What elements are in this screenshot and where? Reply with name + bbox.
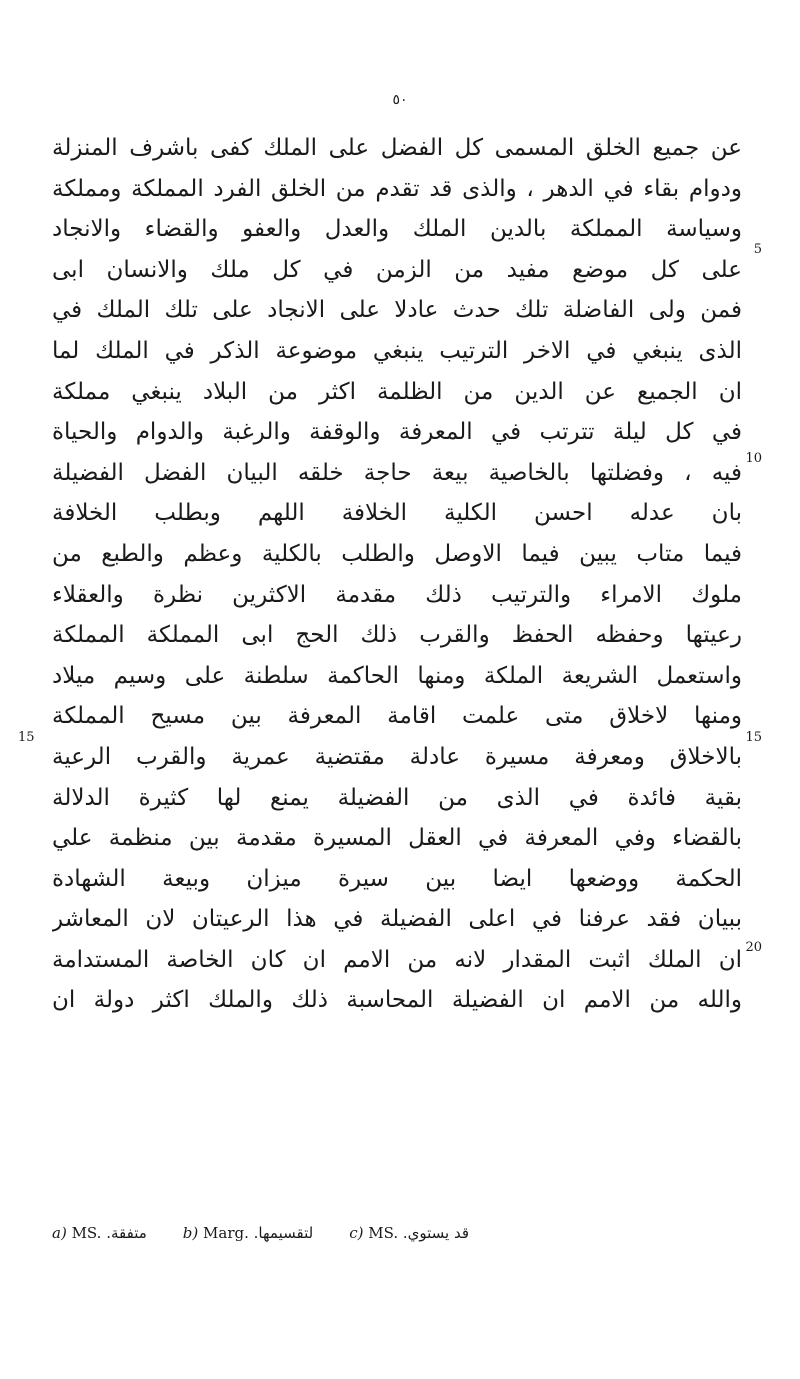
line-number-20: 20 — [745, 940, 762, 955]
page-number: ٥٠ — [392, 92, 408, 108]
text-line: وسياسة المملكة بالدين الملك والعدل والعفو والقضاء والانجاد — [52, 216, 742, 243]
footnote-label: Marg. — [203, 1224, 249, 1242]
footnote-text: قد يستوي. — [402, 1224, 470, 1242]
text-line: بالاخلاق ومعرفة مسيرة عادلة مقتضية عمرية والقرب الرعية — [52, 743, 742, 770]
text-line: فمن ولى الفاضلة تلك حدث عادلا على الانجاد على تلك الملك في — [52, 297, 742, 324]
text-line: ملوك الامراء والترتيب ذلك مقدمة الاكثرين نظرة والعقلاء — [52, 581, 742, 608]
arabic-text-block — [52, 128, 742, 1021]
text-line: والله من الامم ان الفضيلة المحاسبة ذلك والملك اكثر دولة ان — [52, 987, 742, 1014]
text-line: الحكمة ووضعها ايضا بين سيرة ميزان وبيعة الشهادة — [52, 865, 742, 892]
line-number-5: 5 — [753, 242, 762, 257]
text-line: رعيتها وحفظه الحفظ والقرب ذلك الحج ابى المملكة المملكة — [52, 622, 742, 649]
text-line: ببيان فقد عرفنا في اعلى الفضيلة في هذا الرعيتان لان المعاشر — [52, 906, 742, 933]
footnote-text: متفقة. — [106, 1224, 147, 1242]
footnote-key: b) — [182, 1224, 199, 1242]
text-line: في كل ليلة تترتب في المعرفة والوقفة والرغبة والدوام والحياة — [52, 419, 742, 446]
footnote-label: MS. — [71, 1224, 102, 1242]
text-line: الذى ينبغي في الاخر الترتيب ينبغي موضوعة الذكر في الملك لما — [52, 337, 742, 364]
text-line: ومنها لاخلاق متى علمت اقامة المعرفة بين مسيح المملكة — [52, 703, 742, 730]
text-line: فيما متاب يبين فيما الاوصل والطلب بالكلية وعظم والطبع من — [52, 540, 742, 567]
footnotes — [52, 1224, 742, 1242]
footnote-key: c) — [349, 1224, 364, 1242]
text-line: ان الجميع عن الدين من الظلمة اكثر من البلاد ينبغي مملكة — [52, 378, 742, 405]
line-number-15-right: 15 — [745, 730, 762, 745]
footnote-a — [52, 1224, 147, 1242]
text-line: بان عدله احسن الكلية الخلافة اللهم وبطلب الخلافة — [52, 500, 742, 527]
text-line: بالقضاء وفي المعرفة في العقل المسيرة مقدمة بين منظمة علي — [52, 825, 742, 852]
text-line: عن جميع الخلق المسمى كل الفضل على الملك كفى باشرف المنزلة — [52, 135, 742, 161]
text-line: فيه ، وفضلتها بالخاصية بيعة حاجة خلقه البيان الفضل الفضيلة — [52, 459, 742, 486]
footnote-c — [349, 1224, 469, 1242]
text-line: ان الملك اثبت المقدار لانه من الامم ان كان الخاصة المستدامة — [52, 946, 742, 973]
footnote-label: MS. — [368, 1224, 399, 1242]
text-line: بقية فائدة في الذى من الفضيلة يمنع لها كثيرة الدلالة — [52, 784, 742, 811]
text-line: واستعمل الشريعة الملكة ومنها الحاكمة سلطنة على وسيم ميلاد — [52, 662, 742, 689]
footnote-text: لتقسيمها. — [253, 1224, 314, 1242]
footnote-b — [183, 1224, 313, 1242]
footnote-key: a) — [52, 1224, 67, 1242]
text-line: ودوام بقاء في الدهر ، والذى قد تقدم من الخلق الفرد المملكة ومملكة — [52, 175, 742, 202]
text-line: على كل موضع مفيد من الزمن في كل ملك والانسان ابى — [52, 256, 742, 283]
line-number-15-left: 15 — [18, 730, 35, 745]
line-number-10: 10 — [745, 451, 762, 466]
